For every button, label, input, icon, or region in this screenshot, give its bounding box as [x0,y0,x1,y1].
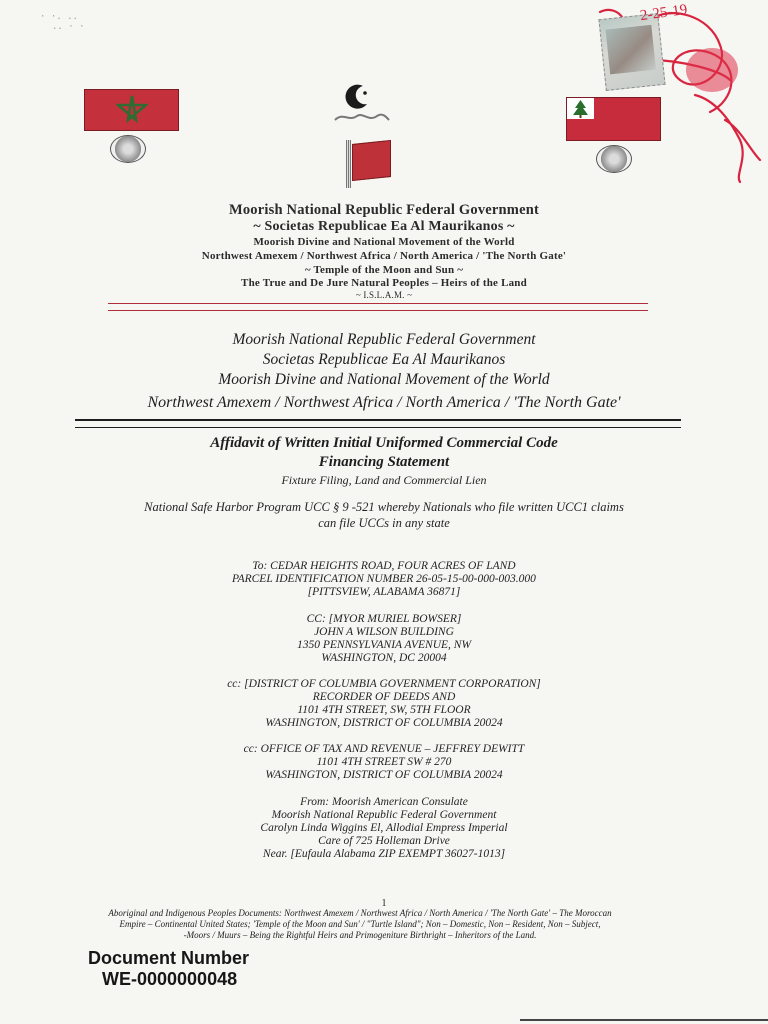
cc-line: CC: [MYOR MURIEL BOWSER] [306,613,462,625]
cc-line: WASHINGTON, DISTRICT OF COLUMBIA 20024 [265,717,503,729]
footer-text [50,908,670,941]
divider-red [108,310,648,311]
scan-speck: · ·. .. [40,12,78,22]
script-latin: Societas Republicae Ea Al Maurikanos [262,351,506,368]
cc-line: cc: OFFICE OF TAX AND REVENUE – JEFFREY DEWITT [243,743,525,755]
cc-line: 1350 PENNSYLVANIA AVENUE, NW [296,639,472,651]
cc-line: RECORDER OF DEEDS AND [312,691,456,703]
pine-tree-icon [567,98,594,119]
script-regions: Northwest Amexem / Northwest Africa / North America / 'The North Gate' [147,394,621,411]
from-line: Carolyn Linda Wiggins El, Allodial Empress Imperial [260,822,508,834]
header-islam: ~ I.S.L.A.M. ~ [355,290,413,300]
postage-stamp [598,13,665,91]
footer-line: Empire – Continental United States; 'Temple of the Moon and Sun' / "Turtle Island"; Non – Domestic, Non – Resident, Non – Subject, [119,919,601,929]
seal-emblem-right [596,145,632,173]
document-number-label: Document Number [88,948,250,968]
header-heirs: The True and De Jure Natural Peoples – Heirs of the Land [241,277,527,289]
scan-edge-line [520,1019,768,1021]
header-movement: Moorish Divine and National Movement of the World [253,236,515,248]
star-icon [116,94,148,126]
divider-black [75,419,681,421]
seal-emblem-left [110,135,146,163]
divider-black [75,427,681,428]
new-england-flag [566,97,661,141]
to-line: [PITTSVIEW, ALABAMA 36871] [307,586,461,598]
cc-line: cc: [DISTRICT OF COLUMBIA GOVERNMENT CORPORATION] [227,678,541,690]
program-line: National Safe Harbor Program UCC § 9 -521 whereby Nationals who file written UCC1 claims [144,500,624,514]
cc-line: 1101 4TH STREET SW # 270 [316,756,452,768]
script-title: Moorish National Republic Federal Government [232,331,536,348]
scan-speck: .. · · [52,22,85,32]
flag-pole [346,140,351,188]
affidavit-title: Affidavit of Written Initial Uniformed Commercial Code [210,435,558,451]
program-line-2: can file UCCs in any state [318,516,450,530]
header-title: Moorish National Republic Federal Government [228,202,540,218]
affidavit-subtitle: Fixture Filing, Land and Commercial Lien [281,473,487,487]
footer-line: Aboriginal and Indigenous Peoples Documents: Northwest Amexem / Northwest Africa / North America / 'The North Gate' – The Moroccan [108,908,612,918]
cc-line: 1101 4TH STREET, SW, 5TH FLOOR [297,704,471,716]
from-line: Near. [Eufaula Alabama ZIP EXEMPT 36027-1013] [262,848,506,860]
footer-line: -Moors / Muurs – Being the Rightful Heirs and Primogeniture Birthright – Inheritors of the Land. [183,930,537,940]
header-temple: ~ Temple of the Moon and Sun ~ [304,264,464,276]
script-movement: Moorish Divine and National Movement of the World [218,371,550,388]
morocco-flag [84,89,179,131]
crescent-star-icon [343,82,373,112]
from-line: Care of 725 Holleman Drive [318,835,450,847]
to-line: To: CEDAR HEIGHTS ROAD, FOUR ACRES OF LAND [252,560,516,572]
arabic-script-emblem [331,110,391,124]
header-latin: ~ Societas Republicae Ea Al Maurikanos ~ [253,219,515,234]
page-number: 1 [381,898,387,909]
cc-line: WASHINGTON, DISTRICT OF COLUMBIA 20024 [265,769,503,781]
affidavit-title-2: Financing Statement [318,454,450,470]
document-number-value: WE-0000000048 [102,969,238,989]
cc-line: WASHINGTON, DC 20004 [321,652,447,664]
center-flag [352,140,391,181]
cc-line: JOHN A WILSON BUILDING [314,626,454,638]
document-number [88,948,249,990]
from-line: From: Moorish American Consulate [300,796,468,808]
header-regions: Northwest Amexem / Northwest Africa / North America / 'The North Gate' [201,250,567,262]
divider-red [108,303,648,304]
to-line: PARCEL IDENTIFICATION NUMBER 26-05-15-00-000-003.000 [232,573,536,585]
from-line: Moorish National Republic Federal Government [271,809,497,821]
handwritten-date: 2-25-19 [639,1,689,25]
